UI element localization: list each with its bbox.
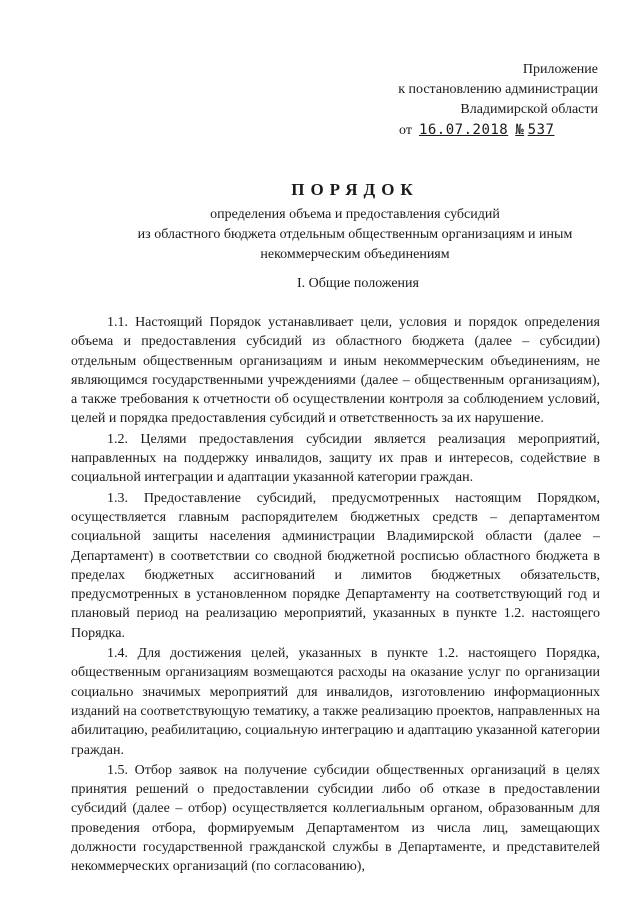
number-prefix: № (515, 122, 525, 138)
document-body (71, 313, 600, 878)
paragraph-1-5: 1.5. Отбор заявок на получение субсидии общественных организаций в целях принятия решений о предоставлении субсидии либо об отказе в предоставлении субсидий (далее – отбор) осуществляется коллегиальным органом, образованным для проведения отбора, формируемым Департаментом из числа лиц, замещающих должности государственной гражданской службы в Департаменте, и представителей некоммерческих организаций (по согласованию), (71, 762, 600, 875)
paragraph-1-1: 1.1. Настоящий Порядок устанавливает цели, условия и порядок определения объема и предоставления субсидий из областного бюджета (далее – субсидии) отдельным общественным организациям и иным некоммерческим объединениям, не являющимся государственными учреждениями (далее – общественным организациям), а также требования к отчетности об осуществлении контроля за соблюдением условий, целей и порядка предоставления субсидий и ответственность за их нарушение. (71, 315, 600, 427)
subtitle-line: определения объема и предоставления субсидий (210, 207, 500, 222)
document-title: ПОРЯДОК (291, 180, 419, 199)
annex-date-line (368, 120, 598, 141)
date-prefix: от (399, 123, 412, 138)
subtitle-line: из областного бюджета отдельным общественным организациям и иным (137, 227, 573, 242)
section-heading: I. Общие положения (297, 276, 419, 291)
document-subtitle (100, 205, 610, 265)
paragraph-1-3: 1.3. Предоставление субсидий, предусмотренных настоящим Порядком, осуществляется главным распорядителем бюджетных средств – департаментом социальной защиты населения администрации Владимирской области (далее – Департамент) в соответствии со сводной бюджетной росписью областного бюджета в пределах бюджетных ассигнований и лимитов бюджетных обязательств, предусмотренных в установленном порядке Департаменту на соответствующий год и плановый период на реализацию мероприятий, указанных в пункте 1.2. настоящего Порядка. (71, 490, 600, 641)
annex-label: Приложение (522, 62, 598, 77)
subtitle-line: некоммерческим объединениям (260, 247, 450, 262)
paragraph-1-4: 1.4. Для достижения целей, указанных в пункте 1.2. настоящего Порядка, общественным организациям возмещаются расходы на оказание услуг по организации социально значимых мероприятий для инвалидов, изготовлению информационных изданий на соответствующую тематику, а также реализацию проектов, направленных на абилитацию, реабилитацию, социальную интеграцию и адаптацию указанной категории граждан. (71, 646, 600, 758)
paragraph-1-2: 1.2. Целями предоставления субсидии является реализация мероприятий, направленных на поддержку инвалидов, защиту их прав и интересов, содействие в социальной интеграции и адаптации указанной категории граждан. (71, 431, 600, 486)
number-value: 537 (527, 122, 555, 138)
annex-region: Владимирской области (460, 102, 598, 117)
annex-resolution: к постановлению администрации (398, 82, 598, 97)
date-value: 16.07.2018 (418, 122, 509, 138)
annex-block (368, 60, 598, 141)
